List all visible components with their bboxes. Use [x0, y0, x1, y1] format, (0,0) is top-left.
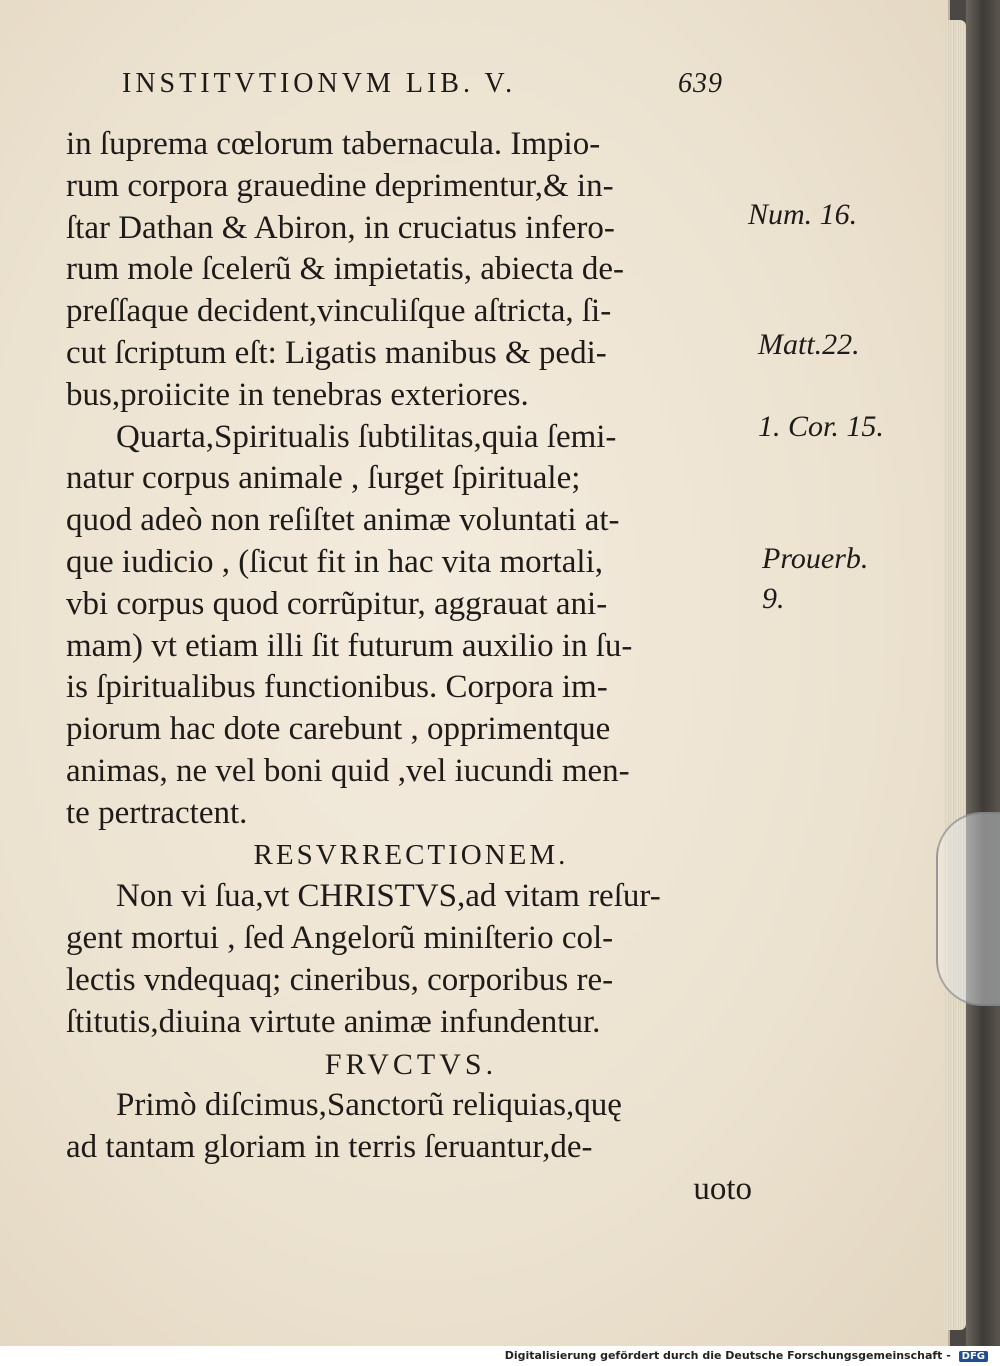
running-head [122, 68, 742, 108]
text-line: bus,proiicite in tenebras exteriores. [66, 376, 529, 413]
text-line: mam) vt etiam illi ſit futurum auxilio in ſu- [66, 627, 633, 664]
text-line: preſſaque decident,vinculiſque aſtricta, ſi- [66, 293, 612, 330]
page-holder-clip [936, 812, 1000, 1006]
text-line: Primò diſcimus,Sanctorũ reliquias,quę [116, 1087, 622, 1124]
text-line: piorum hac dote carebunt , opprimentque [66, 711, 611, 748]
margin-note-cor: 1. Cor. 15. [758, 410, 884, 443]
section-heading: RESVRRECTIONEM. [253, 838, 569, 871]
margin-note-prouerb: Prouerb. [762, 542, 869, 575]
footer-credit [505, 1349, 988, 1362]
text-line: natur corpus animale , ſurget ſpirituale; [66, 460, 581, 497]
text-line: te pertractent. [66, 794, 248, 831]
dfg-logo: DFG [959, 1351, 988, 1362]
margin-note-nine: 9. [762, 582, 785, 615]
text-line: Non vi ſua,vt CHRISTVS,ad vitam reſur- [116, 878, 661, 915]
body-text [66, 124, 756, 1211]
text-line: animas, ne vel boni quid ,vel iucundi men- [66, 752, 630, 789]
text-line: cut ſcriptum eſt: Ligatis manibus & pedi- [66, 334, 607, 371]
section-heading: FRVCTVS. [324, 1047, 498, 1081]
text-line: Quarta,Spiritualis ſubtilitas,quia ſemi- [116, 418, 617, 455]
text-line: quod adeò non reſiſtet animæ voluntati at- [66, 502, 620, 539]
margin-note-matt: Matt.22. [758, 328, 860, 361]
footer-credit-text: Digitalisierung gefördert durch die Deutsche Forschungsgemeinschaft - [504, 1349, 951, 1362]
text-line: ad tantam gloriam in terris ſeruantur,de- [66, 1129, 593, 1166]
digitization-footer [0, 1346, 1000, 1366]
text-line: vbi corpus quod corrũpitur, aggrauat ani- [66, 585, 608, 622]
book-cover-edge [966, 0, 1000, 1346]
text-line: in ſuprema cœlorum tabernacula. Impio- [66, 126, 601, 162]
margin-note-num: Num. 16. [748, 198, 858, 231]
text-line: gent mortui , ſed Angelorũ miniſterio col- [66, 920, 614, 957]
text-line: lectis vndequaq; cineribus, corporibus re- [66, 961, 614, 998]
page-number: 639 [678, 68, 723, 99]
text-line: rum mole ſcelerũ & impietatis, abiecta de- [66, 251, 625, 288]
text-line: que iudicio , (ſicut fit in hac vita mortali, [66, 543, 604, 580]
running-head-title: INSTITVTIONVM LIB. V. [122, 68, 517, 99]
page-fore-edge [944, 20, 966, 1330]
catchword: uoto [693, 1170, 752, 1207]
text-line: is ſpiritualibus functionibus. Corpora im- [66, 669, 608, 706]
text-line: rum corpora grauedine deprimentur,& in- [66, 167, 614, 204]
text-line: ſtitutis,diuina virtute animæ infundentur. [66, 1003, 601, 1040]
text-line: ſtar Dathan & Abiron, in cruciatus infero- [66, 209, 615, 246]
